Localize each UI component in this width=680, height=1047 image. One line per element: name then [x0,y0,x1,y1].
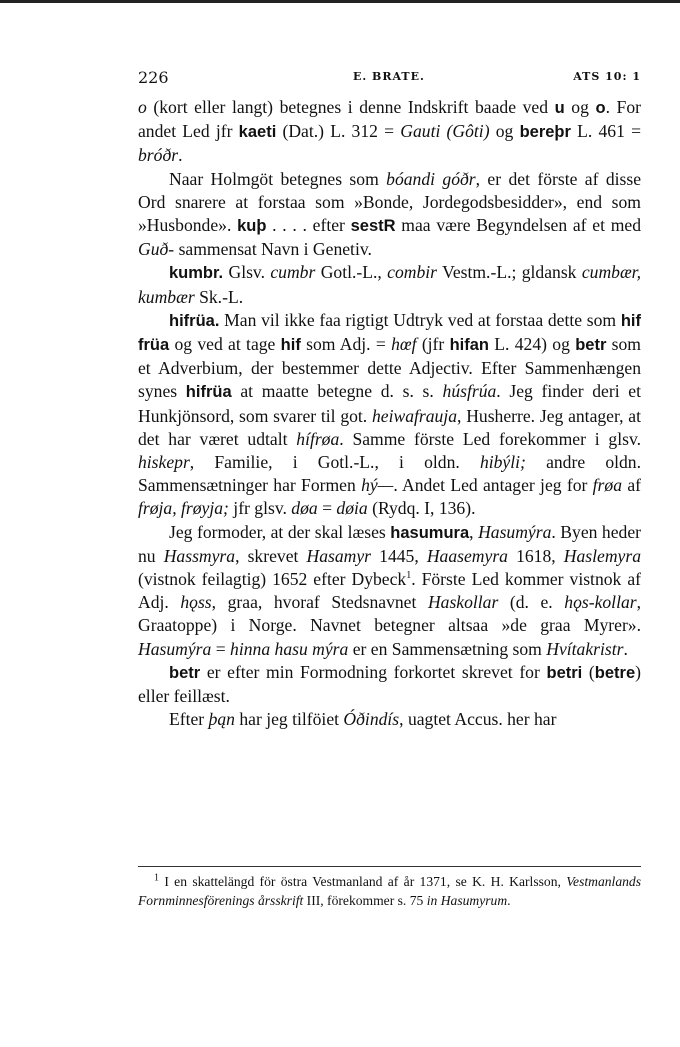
text-run: . Förste Led kommer vistnok af Adj. [138,569,641,613]
italic-term: Óðindís [343,709,400,730]
italic-term: hœf [391,334,417,355]
text-run: , Husherre. Jeg antager, at det har været udtalt [138,405,642,449]
text-run: , skrevet [235,545,307,566]
bold-term: sestR [350,217,396,236]
footnote-text [138,872,641,910]
text-run: (Dat.) L. 312 = [276,121,401,142]
page-number: 226 [138,68,169,87]
italic-term: frøja, frøyja; [138,498,229,519]
italic-term: heiwafrauja [371,405,458,426]
text-run: . Samme förste Led forekommer i glsv. [339,428,641,449]
journal-volume: ATS 10: 1 [573,70,641,83]
entry-kumbr [138,261,641,308]
bold-term: hasumura [390,523,470,542]
text-run: som et Adverbium, der bestemmer dette Adjectiv. Efter Sammenhængen synes [138,334,641,402]
italic-term: hǫss [180,592,212,613]
text-run: Naar Holmgöt betegnes som [169,168,387,189]
text-run: er efter min Formodning forkortet skrevet for [200,661,547,682]
text-run: I en skattelängd för östra Vestmanland af år 1371, se K. H. Karlsson, [159,874,567,889]
italic-term: Gauti (Gôti) [400,121,490,142]
bold-term: kumbr. [169,264,224,283]
italic-term: Haasemyra [426,545,508,566]
text-run: (kort eller langt) betegnes i denne Indskrift baade ved [146,97,555,117]
text-run: er en Sammensætning som [348,638,547,659]
footnote-rule [138,866,641,867]
italic-term: frøa [592,475,623,496]
italic-term: hífrøa [296,428,340,449]
italic-term: hǫs-kollar [564,592,637,613]
text-run: . Jeg finder deri et Hunkjönsord, som svarer til got. [138,381,641,426]
text-run: , [469,521,479,542]
text-run: Jeg formoder, at der skal læses [169,521,391,542]
text-run: andre oldn. Sammensætninger har Formen [138,452,641,496]
bold-term: hifan [449,336,489,355]
italic-term: combir [387,262,438,283]
text-run: 1445, [371,545,427,566]
text-run: Gotl.-L., [315,262,388,283]
text-run: Efter [169,709,209,730]
italic-term: bóandi góðr [386,168,476,189]
entry-hasumura [138,521,641,661]
text-run: ) eller feillæst. [138,661,641,707]
text-run: . Andet Led antager jeg for [393,475,593,496]
text-run: Man vil ikke faa rigtigt Udtryk ved at forstaa dette som [219,309,621,330]
italic-term: Hvítakristr [546,638,624,659]
bold-term: bereþr [519,123,571,142]
bold-term: kaeti [238,123,277,142]
text-run: og ved at tage [169,334,281,355]
italic-term: in Hasumyrum [426,893,508,908]
text-run: . [623,638,628,659]
text-run: og [564,97,596,117]
italic-term: Guð- [138,239,175,260]
text-run: har jeg tilföiet [234,709,344,730]
text-run: at maatte betegne d. s. s. [231,381,443,402]
text-run: , uagtet Accus. her har [399,709,557,730]
text-run: III, förekommer s. 75 [303,893,427,908]
paragraph [138,708,641,731]
entry-hifrua [138,309,641,521]
bold-term: u [554,99,565,117]
footnote-marker: 1 [406,570,412,582]
paragraph [138,168,641,262]
italic-term: cumbær, kumbær [138,262,641,307]
footnote [138,872,641,910]
italic-term: Hasumýra [138,638,212,659]
bold-term: o [595,99,606,117]
running-author: E. BRATE. [353,70,425,83]
text-run: . Byen heder nu [138,521,641,566]
bold-term: betr [169,663,201,682]
text-run: jfr glsv. [228,498,292,519]
text-run: ( [582,661,595,682]
bold-term: betre [594,663,636,682]
italic-term: Haslemyra [563,545,641,566]
italic-term: døia [336,498,368,519]
text-run: Glsv. [223,262,271,283]
italic-term: húsfrúa [442,381,497,402]
entry-betr [138,661,641,708]
text-run: sammensat Navn i Genetiv. [174,239,372,260]
text-run: af [622,475,641,496]
italic-term: Vestmanlands Fornminnesförenings årsskrift [138,874,641,908]
italic-term: o [138,97,147,117]
text-run: L. 424) og [489,334,576,355]
text-run: , Familie, i Gotl.-L., i oldn. [189,452,480,473]
text-run: (d. e. [498,592,565,613]
italic-term: cumbr [270,262,316,283]
text-run: . For andet Led jfr [138,97,641,142]
bold-term: kuþ [237,217,267,236]
text-run: Sk.-L. [194,286,244,307]
italic-term: Hasumýra [478,521,552,542]
italic-term: hý— [361,475,394,496]
footnote-marker: 1 [154,872,159,884]
text-run: (vistnok feilagtig) 1652 efter Dybeck [138,569,407,590]
bold-term: hif [280,336,301,355]
bold-term: hifrüa. [169,311,220,330]
text-run: = [211,638,231,659]
italic-term: Hassmyra [163,545,236,566]
body-text [138,96,641,731]
text-run: , er det förste af disse Ord snarere at forstaa som »Bonde, Jordegodsbesidder», end som »Husbonde». [138,168,642,236]
bold-term: betri [546,663,583,682]
bold-term: hif früa [138,311,641,355]
italic-term: þąn [208,709,235,730]
text-run: = [317,498,337,519]
text-run: , Graatoppe) i Norge. Navnet betegner altsaa »de graa Myrer». [138,592,642,636]
top-border [0,0,680,3]
text-run: , graa, hvoraf Stedsnavnet [211,592,428,613]
italic-term: døa [291,498,318,519]
bold-term: betr [575,336,607,355]
text-run: . [507,893,511,908]
text-run: maa være Begyndelsen af et med [395,215,641,236]
text-run: . [178,145,183,166]
text-run: . . . . efter [266,215,351,236]
paragraph [138,96,641,168]
running-header [138,68,641,88]
bold-term: hifrüa [185,383,232,402]
italic-term: hiskepr [138,452,190,473]
text-run: (jfr [416,334,450,355]
italic-term: hinna hasu mýra [230,638,349,659]
text-run: (Rydq. I, 136). [367,498,476,519]
text-run: som Adj. = [300,334,392,355]
italic-term: Haskollar [427,592,499,613]
text-run: L. 461 = [570,121,641,142]
italic-term: Hasamyr [306,545,372,566]
text-run: 1618, [507,545,564,566]
text-run: og [489,121,520,142]
italic-term: bróðr [138,145,179,166]
text-run: Vestm.-L.; gldansk [437,262,582,283]
italic-term: hibýli; [479,452,526,473]
